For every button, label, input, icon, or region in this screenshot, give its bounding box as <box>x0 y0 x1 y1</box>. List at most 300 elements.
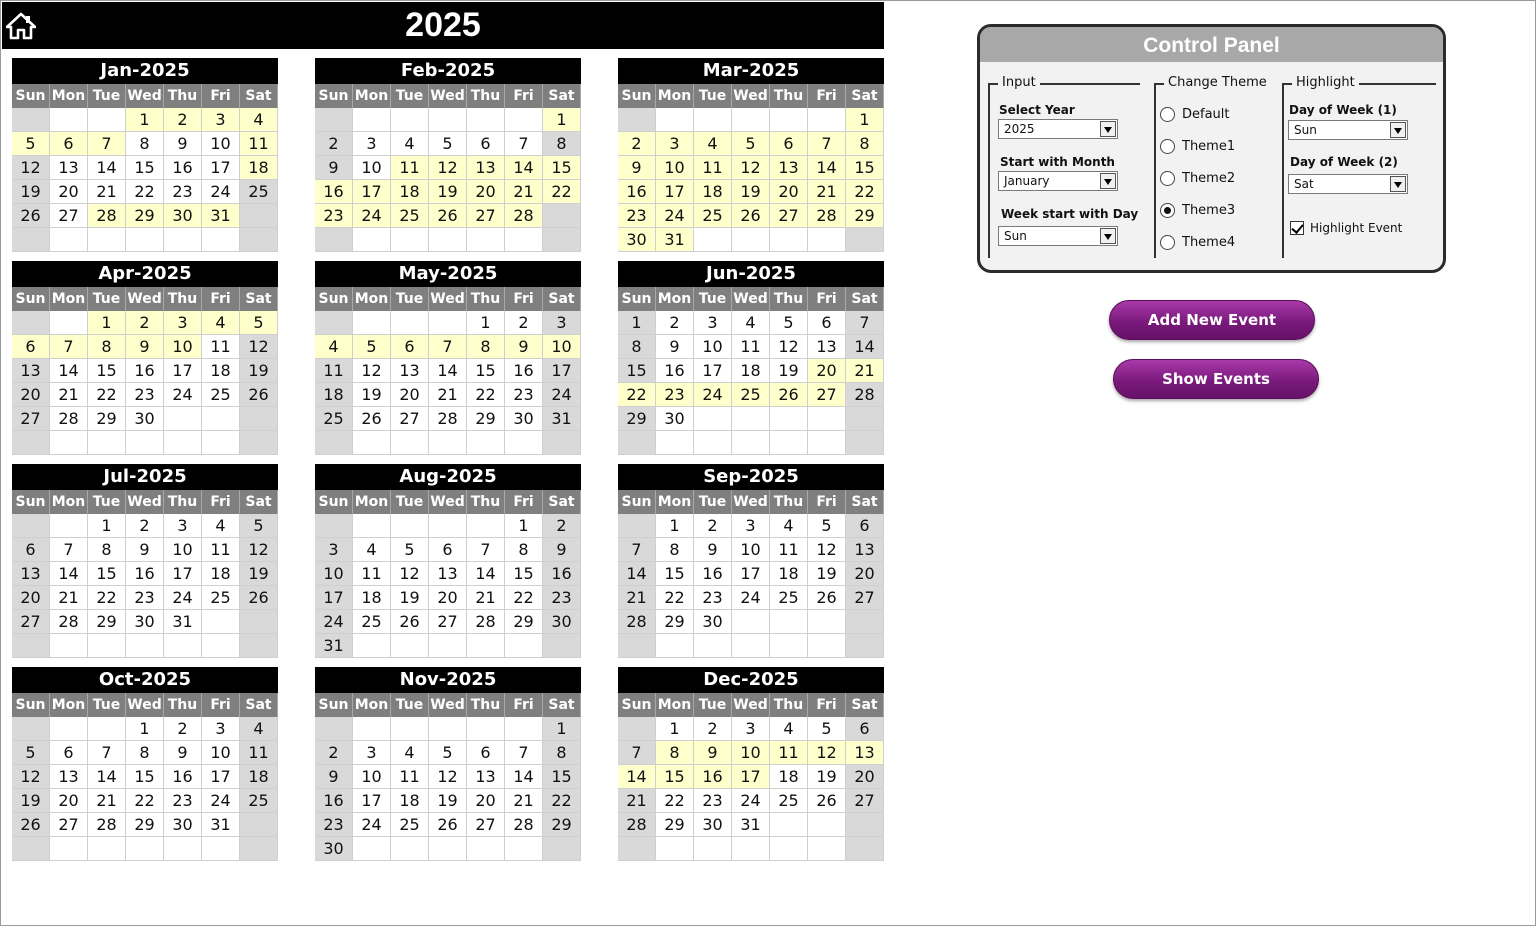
day-cell[interactable]: 14 <box>50 562 88 586</box>
day-cell[interactable]: 31 <box>543 407 581 431</box>
day-cell[interactable]: 17 <box>732 765 770 789</box>
day-cell[interactable]: 27 <box>429 610 467 634</box>
day-cell[interactable]: 15 <box>543 156 581 180</box>
day-cell[interactable]: 5 <box>391 538 429 562</box>
day-cell[interactable]: 16 <box>126 359 164 383</box>
day-cell[interactable]: 15 <box>656 765 694 789</box>
day-cell[interactable]: 13 <box>846 741 884 765</box>
day-cell[interactable]: 21 <box>618 789 656 813</box>
day-cell[interactable]: 20 <box>770 180 808 204</box>
theme-option-theme4[interactable] <box>1160 233 1235 251</box>
day-cell[interactable]: 6 <box>12 335 50 359</box>
day-cell[interactable]: 18 <box>315 383 353 407</box>
day-cell[interactable]: 11 <box>694 156 732 180</box>
chevron-down-icon[interactable] <box>1100 121 1116 137</box>
day-cell[interactable]: 17 <box>315 586 353 610</box>
day-cell[interactable]: 19 <box>732 180 770 204</box>
day-cell[interactable]: 2 <box>505 311 543 335</box>
day-cell[interactable]: 18 <box>202 562 240 586</box>
day-cell[interactable]: 10 <box>656 156 694 180</box>
day-cell[interactable]: 30 <box>126 407 164 431</box>
day-cell[interactable]: 2 <box>315 132 353 156</box>
day-cell[interactable]: 8 <box>126 741 164 765</box>
day-cell[interactable]: 18 <box>770 765 808 789</box>
day-cell[interactable]: 10 <box>202 741 240 765</box>
chevron-down-icon[interactable] <box>1390 176 1406 192</box>
day-cell[interactable]: 28 <box>618 813 656 837</box>
day-cell[interactable]: 26 <box>12 813 50 837</box>
day-cell[interactable]: 9 <box>505 335 543 359</box>
day-cell[interactable]: 1 <box>543 108 581 132</box>
day-cell[interactable]: 27 <box>50 204 88 228</box>
day-cell[interactable]: 16 <box>315 180 353 204</box>
day-cell[interactable]: 2 <box>694 514 732 538</box>
day-cell[interactable]: 11 <box>391 765 429 789</box>
day-cell[interactable]: 29 <box>126 813 164 837</box>
day-cell[interactable]: 13 <box>467 156 505 180</box>
day-cell[interactable]: 2 <box>618 132 656 156</box>
day-cell[interactable]: 1 <box>543 717 581 741</box>
day-cell[interactable]: 28 <box>88 813 126 837</box>
day-cell[interactable]: 13 <box>467 765 505 789</box>
day-cell[interactable]: 9 <box>543 538 581 562</box>
day-cell[interactable]: 2 <box>126 311 164 335</box>
day-cell[interactable]: 22 <box>656 789 694 813</box>
select-year-dropdown[interactable] <box>998 119 1118 139</box>
day-cell[interactable]: 29 <box>505 610 543 634</box>
day-cell[interactable]: 22 <box>88 586 126 610</box>
day-cell[interactable]: 20 <box>50 180 88 204</box>
day-cell[interactable]: 5 <box>808 717 846 741</box>
day-cell[interactable]: 19 <box>429 180 467 204</box>
day-cell[interactable]: 11 <box>770 538 808 562</box>
day-cell[interactable]: 15 <box>505 562 543 586</box>
day-cell[interactable]: 27 <box>12 407 50 431</box>
day-cell[interactable]: 24 <box>732 586 770 610</box>
day-cell[interactable]: 10 <box>315 562 353 586</box>
day-cell[interactable]: 28 <box>505 813 543 837</box>
day-cell[interactable]: 17 <box>694 359 732 383</box>
day-cell[interactable]: 12 <box>240 538 278 562</box>
day-cell[interactable]: 15 <box>88 562 126 586</box>
day-cell[interactable]: 28 <box>467 610 505 634</box>
day-cell[interactable]: 6 <box>391 335 429 359</box>
day-cell[interactable]: 27 <box>50 813 88 837</box>
day-cell[interactable]: 7 <box>505 741 543 765</box>
day-cell[interactable]: 17 <box>543 359 581 383</box>
day-cell[interactable]: 18 <box>353 586 391 610</box>
day-cell[interactable]: 6 <box>50 741 88 765</box>
day-cell[interactable]: 13 <box>770 156 808 180</box>
day-cell[interactable]: 26 <box>240 383 278 407</box>
day-cell[interactable]: 10 <box>732 538 770 562</box>
day-cell[interactable]: 7 <box>467 538 505 562</box>
day-cell[interactable]: 6 <box>12 538 50 562</box>
day-cell[interactable]: 9 <box>164 132 202 156</box>
day-cell[interactable]: 1 <box>846 108 884 132</box>
day-cell[interactable]: 30 <box>694 813 732 837</box>
radio-button[interactable] <box>1160 203 1175 218</box>
day-cell[interactable]: 30 <box>505 407 543 431</box>
day-cell[interactable]: 6 <box>808 311 846 335</box>
day-cell[interactable]: 9 <box>315 156 353 180</box>
day-cell[interactable]: 2 <box>543 514 581 538</box>
day-cell[interactable]: 22 <box>126 789 164 813</box>
day-cell[interactable]: 3 <box>656 132 694 156</box>
day-cell[interactable]: 8 <box>618 335 656 359</box>
day-cell[interactable]: 4 <box>391 132 429 156</box>
day-cell[interactable]: 30 <box>543 610 581 634</box>
day-cell[interactable]: 31 <box>164 610 202 634</box>
day-cell[interactable]: 16 <box>164 765 202 789</box>
day-cell[interactable]: 24 <box>543 383 581 407</box>
day-cell[interactable]: 4 <box>391 741 429 765</box>
day-cell[interactable]: 3 <box>353 741 391 765</box>
day-cell[interactable]: 29 <box>656 610 694 634</box>
day-cell[interactable]: 14 <box>808 156 846 180</box>
day-cell[interactable]: 21 <box>88 180 126 204</box>
day-cell[interactable]: 15 <box>846 156 884 180</box>
day-cell[interactable]: 19 <box>429 789 467 813</box>
chevron-down-icon[interactable] <box>1390 122 1406 138</box>
day-cell[interactable]: 20 <box>12 586 50 610</box>
day-cell[interactable]: 11 <box>353 562 391 586</box>
day-cell[interactable]: 8 <box>88 538 126 562</box>
day-cell[interactable]: 12 <box>429 765 467 789</box>
day-cell[interactable]: 16 <box>543 562 581 586</box>
day-cell[interactable]: 8 <box>656 538 694 562</box>
day-cell[interactable]: 27 <box>391 407 429 431</box>
day-cell[interactable]: 10 <box>202 132 240 156</box>
day-cell[interactable]: 12 <box>240 335 278 359</box>
day-cell[interactable]: 9 <box>694 538 732 562</box>
day-cell[interactable]: 29 <box>88 407 126 431</box>
home-icon[interactable] <box>6 12 36 40</box>
chevron-down-icon[interactable] <box>1100 173 1116 189</box>
day-cell[interactable]: 28 <box>618 610 656 634</box>
day-cell[interactable]: 9 <box>315 765 353 789</box>
day-cell[interactable]: 16 <box>505 359 543 383</box>
day-cell[interactable]: 19 <box>808 562 846 586</box>
day-cell[interactable]: 17 <box>656 180 694 204</box>
day-cell[interactable]: 27 <box>808 383 846 407</box>
day-cell[interactable]: 24 <box>315 610 353 634</box>
day-cell[interactable]: 14 <box>467 562 505 586</box>
day-cell[interactable]: 26 <box>429 204 467 228</box>
day-cell[interactable]: 18 <box>694 180 732 204</box>
day-cell[interactable]: 5 <box>240 514 278 538</box>
day-of-week-2-dropdown[interactable] <box>1288 174 1408 194</box>
day-cell[interactable]: 25 <box>315 407 353 431</box>
day-cell[interactable]: 1 <box>656 514 694 538</box>
day-cell[interactable]: 14 <box>50 359 88 383</box>
day-cell[interactable]: 20 <box>50 789 88 813</box>
day-cell[interactable]: 19 <box>353 383 391 407</box>
day-cell[interactable]: 19 <box>391 586 429 610</box>
day-cell[interactable]: 23 <box>618 204 656 228</box>
day-cell[interactable]: 10 <box>164 538 202 562</box>
day-cell[interactable]: 27 <box>846 789 884 813</box>
day-cell[interactable]: 22 <box>618 383 656 407</box>
radio-button[interactable] <box>1160 171 1175 186</box>
day-cell[interactable]: 28 <box>50 407 88 431</box>
day-cell[interactable]: 30 <box>126 610 164 634</box>
day-cell[interactable]: 7 <box>808 132 846 156</box>
day-cell[interactable]: 25 <box>202 383 240 407</box>
day-cell[interactable]: 24 <box>164 383 202 407</box>
day-cell[interactable]: 31 <box>732 813 770 837</box>
day-cell[interactable]: 7 <box>50 538 88 562</box>
radio-button[interactable] <box>1160 107 1175 122</box>
day-cell[interactable]: 20 <box>846 562 884 586</box>
day-cell[interactable]: 15 <box>126 156 164 180</box>
day-cell[interactable]: 5 <box>12 132 50 156</box>
day-cell[interactable]: 13 <box>429 562 467 586</box>
day-cell[interactable]: 7 <box>88 132 126 156</box>
day-cell[interactable]: 6 <box>467 132 505 156</box>
day-cell[interactable]: 19 <box>240 562 278 586</box>
day-cell[interactable]: 11 <box>732 335 770 359</box>
day-cell[interactable]: 2 <box>126 514 164 538</box>
day-cell[interactable]: 11 <box>770 741 808 765</box>
day-cell[interactable]: 2 <box>694 717 732 741</box>
chevron-down-icon[interactable] <box>1100 228 1116 244</box>
day-cell[interactable]: 25 <box>694 204 732 228</box>
day-cell[interactable]: 4 <box>202 311 240 335</box>
day-cell[interactable]: 4 <box>240 108 278 132</box>
day-cell[interactable]: 3 <box>202 717 240 741</box>
day-cell[interactable]: 29 <box>543 813 581 837</box>
day-cell[interactable]: 4 <box>202 514 240 538</box>
day-cell[interactable]: 17 <box>353 180 391 204</box>
day-cell[interactable]: 23 <box>164 180 202 204</box>
day-cell[interactable]: 23 <box>315 204 353 228</box>
day-cell[interactable]: 17 <box>732 562 770 586</box>
show-events-button[interactable]: Show Events <box>1113 359 1319 399</box>
day-cell[interactable]: 21 <box>50 383 88 407</box>
day-cell[interactable]: 21 <box>50 586 88 610</box>
day-cell[interactable]: 21 <box>505 180 543 204</box>
day-cell[interactable]: 8 <box>543 741 581 765</box>
day-cell[interactable]: 30 <box>694 610 732 634</box>
day-cell[interactable]: 28 <box>50 610 88 634</box>
day-cell[interactable]: 9 <box>164 741 202 765</box>
day-cell[interactable]: 11 <box>391 156 429 180</box>
day-cell[interactable]: 10 <box>732 741 770 765</box>
day-cell[interactable]: 14 <box>618 562 656 586</box>
day-cell[interactable]: 23 <box>164 789 202 813</box>
day-cell[interactable]: 5 <box>240 311 278 335</box>
radio-button[interactable] <box>1160 139 1175 154</box>
day-cell[interactable]: 3 <box>353 132 391 156</box>
day-cell[interactable]: 12 <box>353 359 391 383</box>
day-cell[interactable]: 21 <box>505 789 543 813</box>
day-cell[interactable]: 10 <box>543 335 581 359</box>
radio-button[interactable] <box>1160 235 1175 250</box>
day-cell[interactable]: 22 <box>88 383 126 407</box>
day-cell[interactable]: 28 <box>88 204 126 228</box>
day-cell[interactable]: 21 <box>429 383 467 407</box>
day-cell[interactable]: 1 <box>88 311 126 335</box>
day-cell[interactable]: 7 <box>88 741 126 765</box>
day-cell[interactable]: 29 <box>656 813 694 837</box>
day-cell[interactable]: 12 <box>12 156 50 180</box>
day-cell[interactable]: 9 <box>656 335 694 359</box>
day-cell[interactable]: 8 <box>656 741 694 765</box>
day-cell[interactable]: 17 <box>202 765 240 789</box>
day-cell[interactable]: 3 <box>315 538 353 562</box>
day-cell[interactable]: 15 <box>88 359 126 383</box>
day-cell[interactable]: 28 <box>505 204 543 228</box>
day-cell[interactable]: 8 <box>846 132 884 156</box>
day-cell[interactable]: 6 <box>846 514 884 538</box>
day-cell[interactable]: 18 <box>732 359 770 383</box>
day-cell[interactable]: 18 <box>202 359 240 383</box>
day-cell[interactable]: 26 <box>240 586 278 610</box>
day-cell[interactable]: 19 <box>12 789 50 813</box>
day-cell[interactable]: 25 <box>770 586 808 610</box>
day-cell[interactable]: 24 <box>353 204 391 228</box>
day-cell[interactable]: 12 <box>12 765 50 789</box>
add-new-event-button[interactable]: Add New Event <box>1109 300 1315 340</box>
day-cell[interactable]: 7 <box>618 538 656 562</box>
day-cell[interactable]: 26 <box>353 407 391 431</box>
day-cell[interactable]: 16 <box>618 180 656 204</box>
day-cell[interactable]: 5 <box>429 132 467 156</box>
day-cell[interactable]: 14 <box>618 765 656 789</box>
day-cell[interactable]: 22 <box>126 180 164 204</box>
day-cell[interactable]: 27 <box>467 204 505 228</box>
day-cell[interactable]: 12 <box>732 156 770 180</box>
day-cell[interactable]: 25 <box>353 610 391 634</box>
day-cell[interactable]: 10 <box>353 156 391 180</box>
day-cell[interactable]: 5 <box>429 741 467 765</box>
day-cell[interactable]: 8 <box>88 335 126 359</box>
day-cell[interactable]: 30 <box>656 407 694 431</box>
theme-option-theme2[interactable] <box>1160 169 1235 187</box>
day-cell[interactable]: 13 <box>808 335 846 359</box>
day-cell[interactable]: 1 <box>126 717 164 741</box>
day-cell[interactable]: 21 <box>88 789 126 813</box>
day-cell[interactable]: 8 <box>126 132 164 156</box>
day-cell[interactable]: 20 <box>12 383 50 407</box>
day-cell[interactable]: 15 <box>543 765 581 789</box>
day-cell[interactable]: 29 <box>88 610 126 634</box>
day-cell[interactable]: 26 <box>429 813 467 837</box>
day-cell[interactable]: 17 <box>164 359 202 383</box>
day-cell[interactable]: 26 <box>732 204 770 228</box>
day-cell[interactable]: 5 <box>770 311 808 335</box>
day-cell[interactable]: 28 <box>429 407 467 431</box>
day-cell[interactable]: 6 <box>467 741 505 765</box>
week-start-dropdown[interactable] <box>998 226 1118 246</box>
day-cell[interactable]: 19 <box>240 359 278 383</box>
day-cell[interactable]: 23 <box>543 586 581 610</box>
day-cell[interactable]: 11 <box>202 538 240 562</box>
day-cell[interactable]: 6 <box>770 132 808 156</box>
day-cell[interactable]: 24 <box>202 180 240 204</box>
day-cell[interactable]: 5 <box>732 132 770 156</box>
day-cell[interactable]: 26 <box>808 586 846 610</box>
day-cell[interactable]: 17 <box>202 156 240 180</box>
day-cell[interactable]: 2 <box>164 717 202 741</box>
day-cell[interactable]: 21 <box>846 359 884 383</box>
day-cell[interactable]: 3 <box>694 311 732 335</box>
day-cell[interactable]: 15 <box>618 359 656 383</box>
day-cell[interactable]: 1 <box>88 514 126 538</box>
day-cell[interactable]: 18 <box>770 562 808 586</box>
day-cell[interactable]: 16 <box>126 562 164 586</box>
day-cell[interactable]: 27 <box>467 813 505 837</box>
day-cell[interactable]: 2 <box>164 108 202 132</box>
day-cell[interactable]: 12 <box>770 335 808 359</box>
day-cell[interactable]: 1 <box>467 311 505 335</box>
day-cell[interactable]: 6 <box>429 538 467 562</box>
day-cell[interactable]: 7 <box>505 132 543 156</box>
day-cell[interactable]: 22 <box>656 586 694 610</box>
day-cell[interactable]: 24 <box>164 586 202 610</box>
day-cell[interactable]: 4 <box>315 335 353 359</box>
day-cell[interactable]: 18 <box>240 765 278 789</box>
day-cell[interactable]: 13 <box>846 538 884 562</box>
day-cell[interactable]: 11 <box>202 335 240 359</box>
day-cell[interactable]: 7 <box>50 335 88 359</box>
day-cell[interactable]: 10 <box>164 335 202 359</box>
day-cell[interactable]: 5 <box>353 335 391 359</box>
day-cell[interactable]: 11 <box>240 132 278 156</box>
day-cell[interactable]: 20 <box>467 180 505 204</box>
day-cell[interactable]: 20 <box>808 359 846 383</box>
day-cell[interactable]: 26 <box>770 383 808 407</box>
day-cell[interactable]: 13 <box>391 359 429 383</box>
day-cell[interactable]: 10 <box>694 335 732 359</box>
day-cell[interactable]: 4 <box>770 717 808 741</box>
day-cell[interactable]: 24 <box>202 789 240 813</box>
day-cell[interactable]: 4 <box>770 514 808 538</box>
day-cell[interactable]: 14 <box>429 359 467 383</box>
day-cell[interactable]: 16 <box>694 562 732 586</box>
theme-option-theme3[interactable] <box>1160 201 1235 219</box>
day-cell[interactable]: 16 <box>694 765 732 789</box>
day-cell[interactable]: 2 <box>656 311 694 335</box>
day-cell[interactable]: 26 <box>808 789 846 813</box>
day-cell[interactable]: 13 <box>50 156 88 180</box>
day-cell[interactable]: 22 <box>505 586 543 610</box>
day-cell[interactable]: 12 <box>391 562 429 586</box>
highlight-event-checkbox[interactable] <box>1290 221 1304 235</box>
day-cell[interactable]: 3 <box>732 717 770 741</box>
day-cell[interactable]: 13 <box>50 765 88 789</box>
day-cell[interactable]: 23 <box>126 586 164 610</box>
day-cell[interactable]: 25 <box>770 789 808 813</box>
day-cell[interactable]: 7 <box>429 335 467 359</box>
day-cell[interactable]: 29 <box>618 407 656 431</box>
day-cell[interactable]: 25 <box>240 789 278 813</box>
day-of-week-1-dropdown[interactable] <box>1288 120 1408 140</box>
day-cell[interactable]: 31 <box>656 228 694 252</box>
day-cell[interactable]: 15 <box>656 562 694 586</box>
day-cell[interactable]: 17 <box>164 562 202 586</box>
day-cell[interactable]: 26 <box>12 204 50 228</box>
day-cell[interactable]: 21 <box>467 586 505 610</box>
day-cell[interactable]: 18 <box>240 156 278 180</box>
day-cell[interactable]: 23 <box>505 383 543 407</box>
day-cell[interactable]: 25 <box>391 204 429 228</box>
day-cell[interactable]: 22 <box>543 789 581 813</box>
day-cell[interactable]: 1 <box>126 108 164 132</box>
day-cell[interactable]: 12 <box>808 538 846 562</box>
day-cell[interactable]: 1 <box>505 514 543 538</box>
